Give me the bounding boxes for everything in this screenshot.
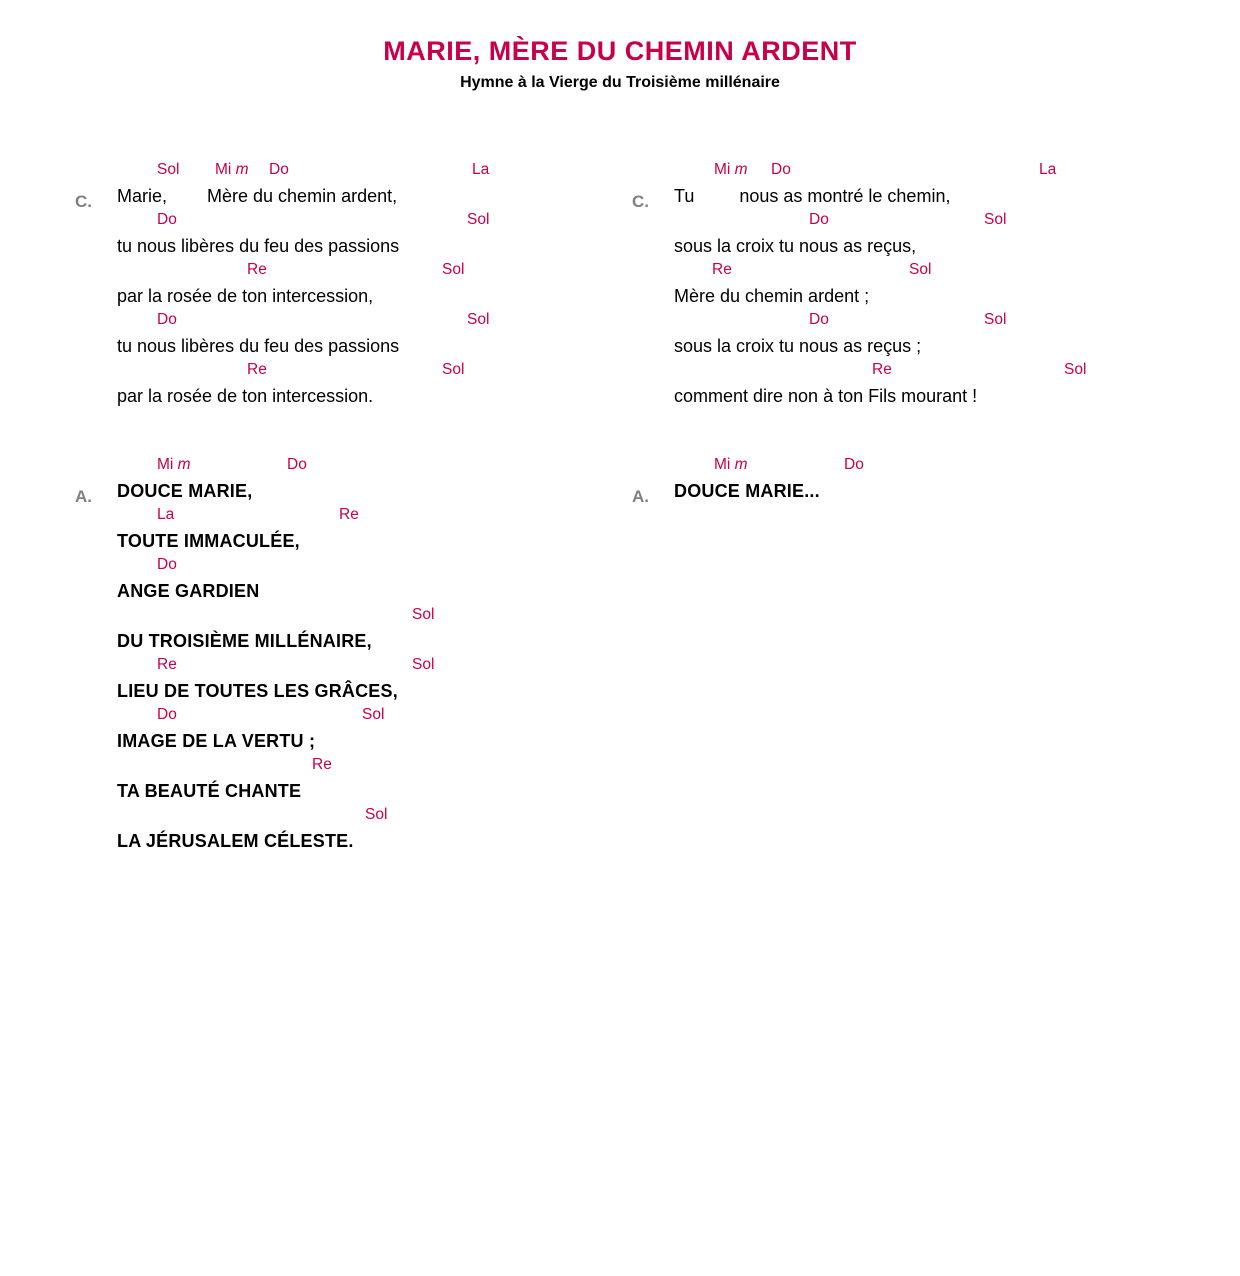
- line-set: [674, 456, 1192, 506]
- lyric-line: ANGE GARDIEN: [117, 581, 260, 601]
- line-set: [117, 606, 635, 656]
- lyric-line: DOUCE MARIE,: [117, 481, 253, 501]
- line-set: [674, 161, 1192, 211]
- refrain-lines-left: [117, 456, 635, 856]
- chord-do: Do: [809, 211, 829, 228]
- chord-sol: Sol: [1064, 361, 1087, 378]
- line-set: [117, 311, 635, 361]
- lyric-line: Mère du chemin ardent ;: [674, 286, 870, 306]
- chord-sol: Sol: [467, 211, 490, 228]
- chord-mi-minor: Mi m: [714, 456, 748, 473]
- chord-row: [117, 161, 635, 183]
- left-column: [75, 161, 635, 856]
- line-set: [117, 506, 635, 556]
- refrain-marker-right: A.: [632, 487, 649, 506]
- lyric-line: par la rosée de ton intercession,: [117, 286, 374, 306]
- chord-row: [117, 606, 635, 628]
- chord-do: Do: [809, 311, 829, 328]
- line-set: [117, 806, 635, 856]
- refrain-block-right: [632, 456, 1192, 506]
- chord-row: [117, 756, 635, 778]
- chord-do: Do: [771, 161, 791, 178]
- lyric-line: IMAGE DE LA VERTU ;: [117, 731, 316, 751]
- line-set: [674, 261, 1192, 311]
- chord-row: [117, 806, 635, 828]
- line-set: [674, 211, 1192, 261]
- chord-row: [117, 506, 635, 528]
- chord-mi-minor: Mi m: [215, 161, 249, 178]
- verse-marker-left: C.: [75, 192, 92, 211]
- chord-row: [117, 361, 635, 383]
- chord-row: [117, 261, 635, 283]
- right-column: [632, 161, 1192, 506]
- chord-row: [117, 456, 635, 478]
- chord-row: [117, 706, 635, 728]
- chord-do: Do: [287, 456, 307, 473]
- refrain-lines-right: [674, 456, 1192, 506]
- chord-do: Do: [269, 161, 289, 178]
- verse-lines-left: [117, 161, 635, 411]
- chord-do: Do: [157, 556, 177, 573]
- chord-la: La: [157, 506, 175, 523]
- chord-la: La: [1039, 161, 1057, 178]
- refrain-marker-left: A.: [75, 487, 92, 506]
- verse-block-right: [632, 161, 1192, 411]
- lyric-line: LIEU DE TOUTES LES GRÂCES,: [117, 681, 398, 701]
- lyric-line: LA JÉRUSALEM CÉLESTE.: [117, 831, 354, 851]
- line-set: [117, 706, 635, 756]
- line-set: [674, 311, 1192, 361]
- chord-do: Do: [844, 456, 864, 473]
- lyric-line: TA BEAUTÉ CHANTE: [117, 781, 302, 801]
- chord-row: [117, 656, 635, 678]
- lyric-line: tu nous libères du feu des passions: [117, 336, 400, 356]
- chord-row: [117, 311, 635, 333]
- chord-sol: Sol: [412, 606, 435, 623]
- line-set: [674, 361, 1192, 411]
- line-set: [117, 261, 635, 311]
- chord-row: [674, 261, 1192, 283]
- lyric-line: par la rosée de ton intercession.: [117, 386, 374, 406]
- chord-re: Re: [339, 506, 359, 523]
- chord-row: [674, 211, 1192, 233]
- chord-mi-minor: Mi m: [714, 161, 748, 178]
- line-set: [117, 161, 635, 211]
- chord-sol: Sol: [157, 161, 180, 178]
- chord-sol: Sol: [442, 361, 465, 378]
- lyric-line: sous la croix tu nous as reçus ;: [674, 336, 922, 356]
- lyric-line: DOUCE MARIE...: [674, 481, 820, 501]
- chord-re: Re: [157, 656, 177, 673]
- chord-re: Re: [712, 261, 732, 278]
- chord-sol: Sol: [909, 261, 932, 278]
- page-subtitle: Hymne à la Vierge du Troisième millénaire: [460, 74, 780, 91]
- page-title: MARIE, MÈRE DU CHEMIN ARDENT: [383, 36, 857, 66]
- lyric-line: comment dire non à ton Fils mourant !: [674, 386, 978, 406]
- chord-sol: Sol: [362, 706, 385, 723]
- chord-row: [674, 311, 1192, 333]
- lyric-line: TOUTE IMMACULÉE,: [117, 531, 300, 551]
- chord-sol: Sol: [412, 656, 435, 673]
- chord-re: Re: [247, 261, 267, 278]
- chord-row: [117, 211, 635, 233]
- chord-row: [674, 361, 1192, 383]
- line-set: [117, 211, 635, 261]
- chord-do: Do: [157, 311, 177, 328]
- chord-sol: Sol: [365, 806, 388, 823]
- chord-row: [674, 456, 1192, 478]
- chord-row: [117, 556, 635, 578]
- chord-sol: Sol: [984, 311, 1007, 328]
- chord-row: [674, 161, 1192, 183]
- lyric-line: DU TROISIÈME MILLÉNAIRE,: [117, 631, 372, 651]
- song-sheet: [0, 36, 1240, 1276]
- chord-re: Re: [872, 361, 892, 378]
- line-set: [117, 656, 635, 706]
- chord-do: Do: [157, 211, 177, 228]
- lyric-line: sous la croix tu nous as reçus,: [674, 236, 917, 256]
- lyric-line: tu nous libères du feu des passions: [117, 236, 400, 256]
- lyric-line: Marie, Mère du chemin ardent,: [117, 186, 398, 206]
- chord-sol: Sol: [984, 211, 1007, 228]
- lyric-line: Tu nous as montré le chemin,: [674, 186, 951, 206]
- line-set: [117, 361, 635, 411]
- chord-re: Re: [312, 756, 332, 773]
- chord-mi-minor: Mi m: [157, 456, 191, 473]
- line-set: [117, 456, 635, 506]
- chord-la: La: [472, 161, 490, 178]
- chord-re: Re: [247, 361, 267, 378]
- verse-block-left: [75, 161, 635, 411]
- line-set: [117, 756, 635, 806]
- verse-lines-right: [674, 161, 1192, 411]
- chord-sol: Sol: [442, 261, 465, 278]
- verse-marker-right: C.: [632, 192, 649, 211]
- chord-sol: Sol: [467, 311, 490, 328]
- chord-do: Do: [157, 706, 177, 723]
- refrain-block-left: [75, 456, 635, 856]
- line-set: [117, 556, 635, 606]
